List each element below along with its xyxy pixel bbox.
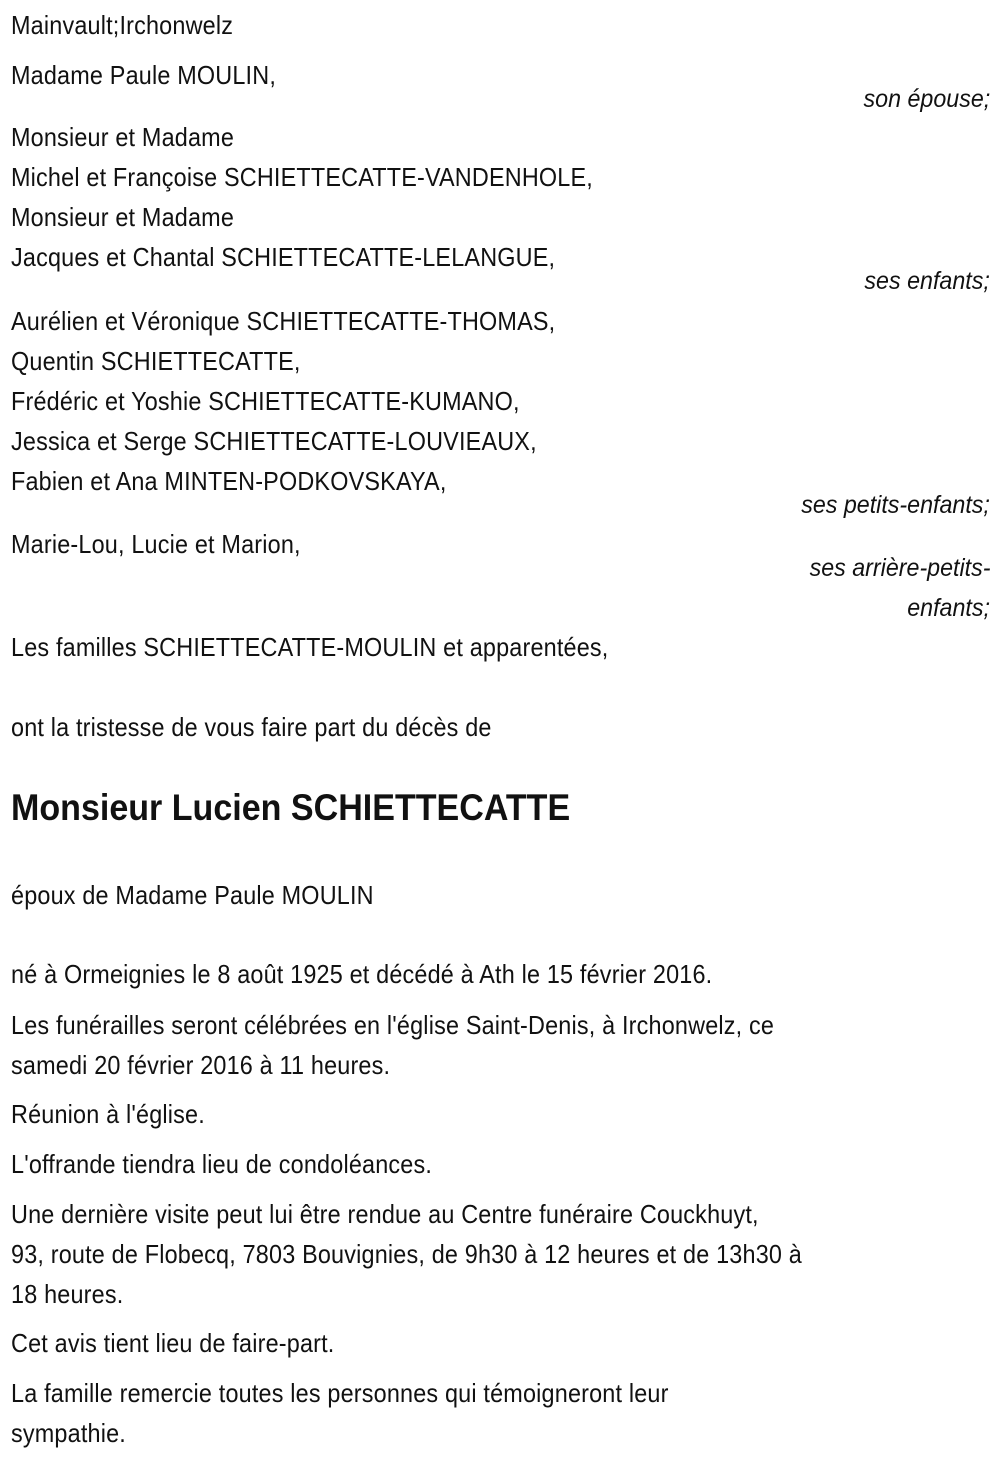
visit-line-2: 93, route de Flobecq, 7803 Bouvignies, de 9h30 à 12 heures et de 13h30 à	[11, 1239, 802, 1269]
thanks-line-1: La famille remercie toutes les personnes qui témoigneront leur	[11, 1378, 669, 1408]
thanks-line-2: sympathie.	[11, 1418, 126, 1448]
locations: Mainvault;Irchonwelz	[11, 10, 234, 40]
extended-families: Les familles SCHIETTECATTE-MOULIN et apparentées,	[11, 632, 609, 662]
announcement: ont la tristesse de vous faire part du décès de	[11, 712, 492, 742]
funeral-line-2: samedi 20 février 2016 à 11 heures.	[11, 1050, 391, 1080]
grandchildren-relation: ses petits-enfants;	[801, 491, 990, 519]
great-grandchildren-relation-1: ses arrière-petits-	[809, 554, 990, 582]
birth-death: né à Ormeignies le 8 août 1925 et décédé à Ath le 15 février 2016.	[11, 959, 713, 989]
grandchild-line: Aurélien et Véronique SCHIETTECATTE-THOMAS,	[11, 306, 556, 336]
child-line: Monsieur et Madame	[11, 122, 235, 152]
visit-line-1: Une dernière visite peut lui être rendue au Centre funéraire Couckhuyt,	[11, 1199, 759, 1229]
funeral-line-1: Les funérailles seront célébrées en l'église Saint-Denis, à Irchonwelz, ce	[11, 1010, 775, 1040]
spouse-of: époux de Madame Paule MOULIN	[11, 880, 374, 910]
grandchild-line: Quentin SCHIETTECATTE,	[11, 346, 301, 376]
grandchild-line: Fabien et Ana MINTEN-PODKOVSKAYA,	[11, 466, 447, 496]
children-relation: ses enfants;	[864, 267, 990, 295]
spouse-relation: son épouse;	[863, 85, 990, 113]
great-grandchildren-names: Marie-Lou, Lucie et Marion,	[11, 529, 301, 559]
offering: L'offrande tiendra lieu de condoléances.	[11, 1149, 433, 1179]
notice: Cet avis tient lieu de faire-part.	[11, 1328, 335, 1358]
deceased-name: Monsieur Lucien SCHIETTECATTE	[11, 787, 571, 828]
child-line: Monsieur et Madame	[11, 202, 235, 232]
meeting: Réunion à l'église.	[11, 1099, 205, 1129]
great-grandchildren-relation-2: enfants;	[907, 594, 990, 622]
grandchild-line: Jessica et Serge SCHIETTECATTE-LOUVIEAUX,	[11, 426, 537, 456]
spouse-name: Madame Paule MOULIN,	[11, 60, 277, 90]
child-line: Michel et Françoise SCHIETTECATTE-VANDENHOLE,	[11, 162, 593, 192]
child-line: Jacques et Chantal SCHIETTECATTE-LELANGUE,	[11, 242, 556, 272]
grandchild-line: Frédéric et Yoshie SCHIETTECATTE-KUMANO,	[11, 386, 520, 416]
visit-line-3: 18 heures.	[11, 1279, 124, 1309]
